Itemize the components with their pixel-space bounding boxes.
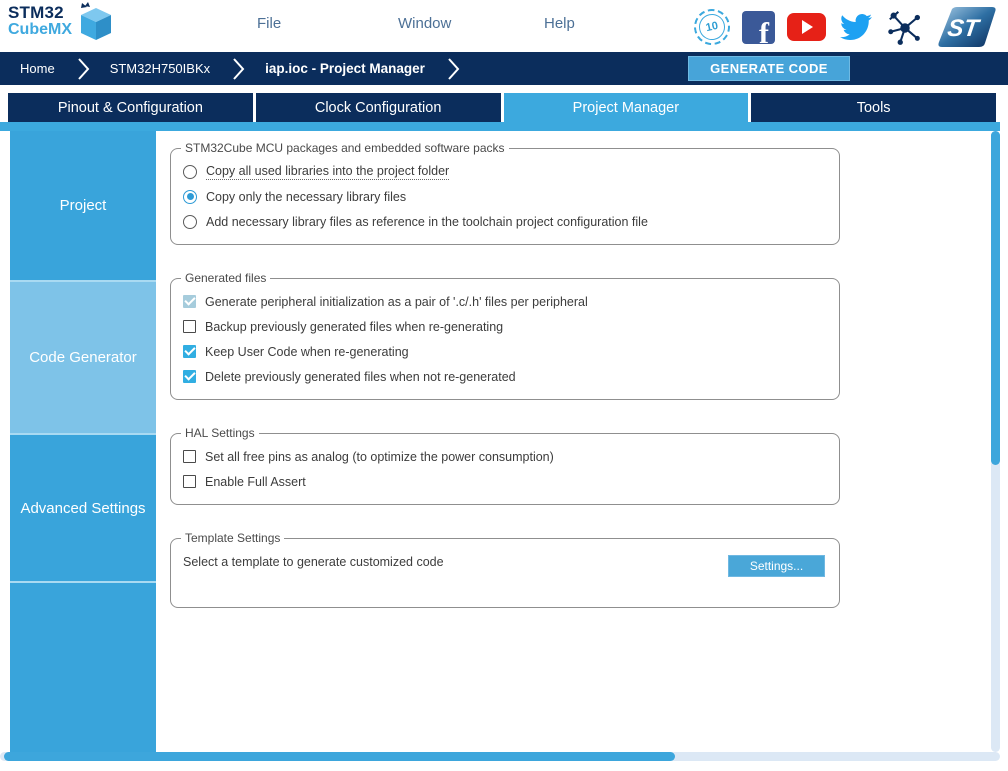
tab-clock-configuration[interactable]: Clock Configuration bbox=[256, 93, 501, 122]
header bbox=[0, 0, 1008, 52]
radio-icon bbox=[183, 215, 197, 229]
radio-add-as-reference[interactable] bbox=[183, 209, 827, 234]
chevron-right-icon bbox=[232, 57, 245, 81]
radio-copy-all-libraries[interactable] bbox=[183, 159, 827, 184]
group-mcu-packages bbox=[170, 141, 840, 245]
radio-label: Add necessary library files as reference in the toolchain project configuration file bbox=[206, 214, 648, 229]
group-title: Template Settings bbox=[185, 531, 281, 545]
ten-years-badge-text: 10 bbox=[697, 12, 728, 43]
checkbox-unchecked-icon bbox=[183, 320, 196, 333]
sidebar-filler bbox=[10, 581, 156, 752]
logo-line2: CubeMX bbox=[8, 20, 72, 38]
menu-window[interactable]: Window bbox=[398, 15, 452, 32]
st-logo-icon[interactable] bbox=[936, 7, 998, 47]
checkbox-keep-user-code[interactable] bbox=[183, 339, 827, 364]
checkbox-label: Backup previously generated files when re-generating bbox=[205, 319, 504, 334]
group-title: Generated files bbox=[185, 271, 267, 285]
sidebar-item-code-generator[interactable]: Code Generator bbox=[10, 280, 156, 433]
twitter-icon[interactable] bbox=[838, 11, 874, 43]
checkbox-label: Keep User Code when re-generating bbox=[205, 344, 409, 359]
radio-icon bbox=[183, 165, 197, 179]
group-title: HAL Settings bbox=[185, 426, 255, 440]
checkbox-checked-icon bbox=[183, 370, 196, 383]
stm32cubemx-logo bbox=[8, 4, 116, 44]
chevron-right-icon bbox=[447, 57, 460, 81]
logo-line1: STM32 bbox=[8, 3, 64, 22]
checkbox-checked-icon bbox=[183, 345, 196, 358]
code-generator-panel bbox=[156, 131, 991, 752]
checkbox-label: Enable Full Assert bbox=[205, 474, 306, 489]
vertical-scrollbar-thumb[interactable] bbox=[991, 131, 1000, 465]
menu-help[interactable]: Help bbox=[544, 15, 575, 32]
radio-label: Copy only the necessary library files bbox=[206, 189, 407, 204]
logo-text bbox=[8, 4, 72, 39]
group-template-settings bbox=[170, 531, 840, 608]
community-network-icon[interactable] bbox=[886, 8, 924, 46]
cube-icon bbox=[74, 2, 116, 44]
tab-pinout-configuration[interactable]: Pinout & Configuration bbox=[8, 93, 253, 122]
facebook-icon[interactable]: f bbox=[742, 11, 775, 44]
radio-selected-icon bbox=[183, 190, 197, 204]
breadcrumb-current: iap.ioc - Project Manager bbox=[265, 61, 425, 76]
checkbox-peripheral-init-pair[interactable] bbox=[183, 289, 827, 314]
horizontal-scrollbar[interactable] bbox=[0, 752, 1000, 761]
radio-copy-necessary-libraries[interactable] bbox=[183, 184, 827, 209]
svg-text:ST: ST bbox=[945, 15, 981, 42]
group-title: STM32Cube MCU packages and embedded software packs bbox=[185, 141, 505, 155]
checkbox-backup-files[interactable] bbox=[183, 314, 827, 339]
tab-tools[interactable]: Tools bbox=[751, 93, 996, 122]
checkbox-label: Delete previously generated files when not re-generated bbox=[205, 369, 516, 384]
youtube-icon[interactable] bbox=[787, 13, 826, 41]
checkbox-checked-disabled-icon bbox=[183, 295, 196, 308]
checkbox-free-pins-analog[interactable] bbox=[183, 444, 827, 469]
template-note: Select a template to generate customized code bbox=[183, 555, 444, 569]
template-settings-row bbox=[183, 549, 827, 597]
generate-code-button[interactable]: GENERATE CODE bbox=[688, 56, 850, 81]
active-tab-strip bbox=[0, 122, 1000, 131]
radio-label: Copy all used libraries into the project folder bbox=[206, 163, 450, 178]
vertical-scrollbar[interactable] bbox=[991, 131, 1000, 752]
project-manager-sidebar bbox=[10, 131, 156, 752]
ten-years-badge-icon[interactable] bbox=[691, 6, 734, 49]
breadcrumb-mcu[interactable]: STM32H750IBKx bbox=[109, 61, 211, 76]
tab-project-manager[interactable]: Project Manager bbox=[504, 93, 749, 122]
checkbox-label: Set all free pins as analog (to optimize the power consumption) bbox=[205, 449, 554, 464]
checkbox-delete-previous[interactable] bbox=[183, 364, 827, 389]
header-icon-row bbox=[694, 8, 998, 46]
sidebar-item-project[interactable]: Project bbox=[10, 131, 156, 280]
checkbox-unchecked-icon bbox=[183, 450, 196, 463]
sidebar-item-advanced-settings[interactable]: Advanced Settings bbox=[10, 433, 156, 581]
breadcrumb-home[interactable]: Home bbox=[20, 61, 55, 76]
tab-bar bbox=[8, 93, 996, 122]
group-hal-settings bbox=[170, 426, 840, 505]
checkbox-label: Generate peripheral initialization as a pair of '.c/.h' files per peripheral bbox=[205, 294, 588, 309]
checkbox-enable-full-assert[interactable] bbox=[183, 469, 827, 494]
group-generated-files bbox=[170, 271, 840, 400]
breadcrumb bbox=[0, 52, 1008, 85]
chevron-right-icon bbox=[77, 57, 90, 81]
checkbox-unchecked-icon bbox=[183, 475, 196, 488]
menu-file[interactable]: File bbox=[257, 15, 282, 32]
template-settings-button[interactable]: Settings... bbox=[728, 555, 825, 577]
horizontal-scrollbar-thumb[interactable] bbox=[4, 752, 675, 761]
